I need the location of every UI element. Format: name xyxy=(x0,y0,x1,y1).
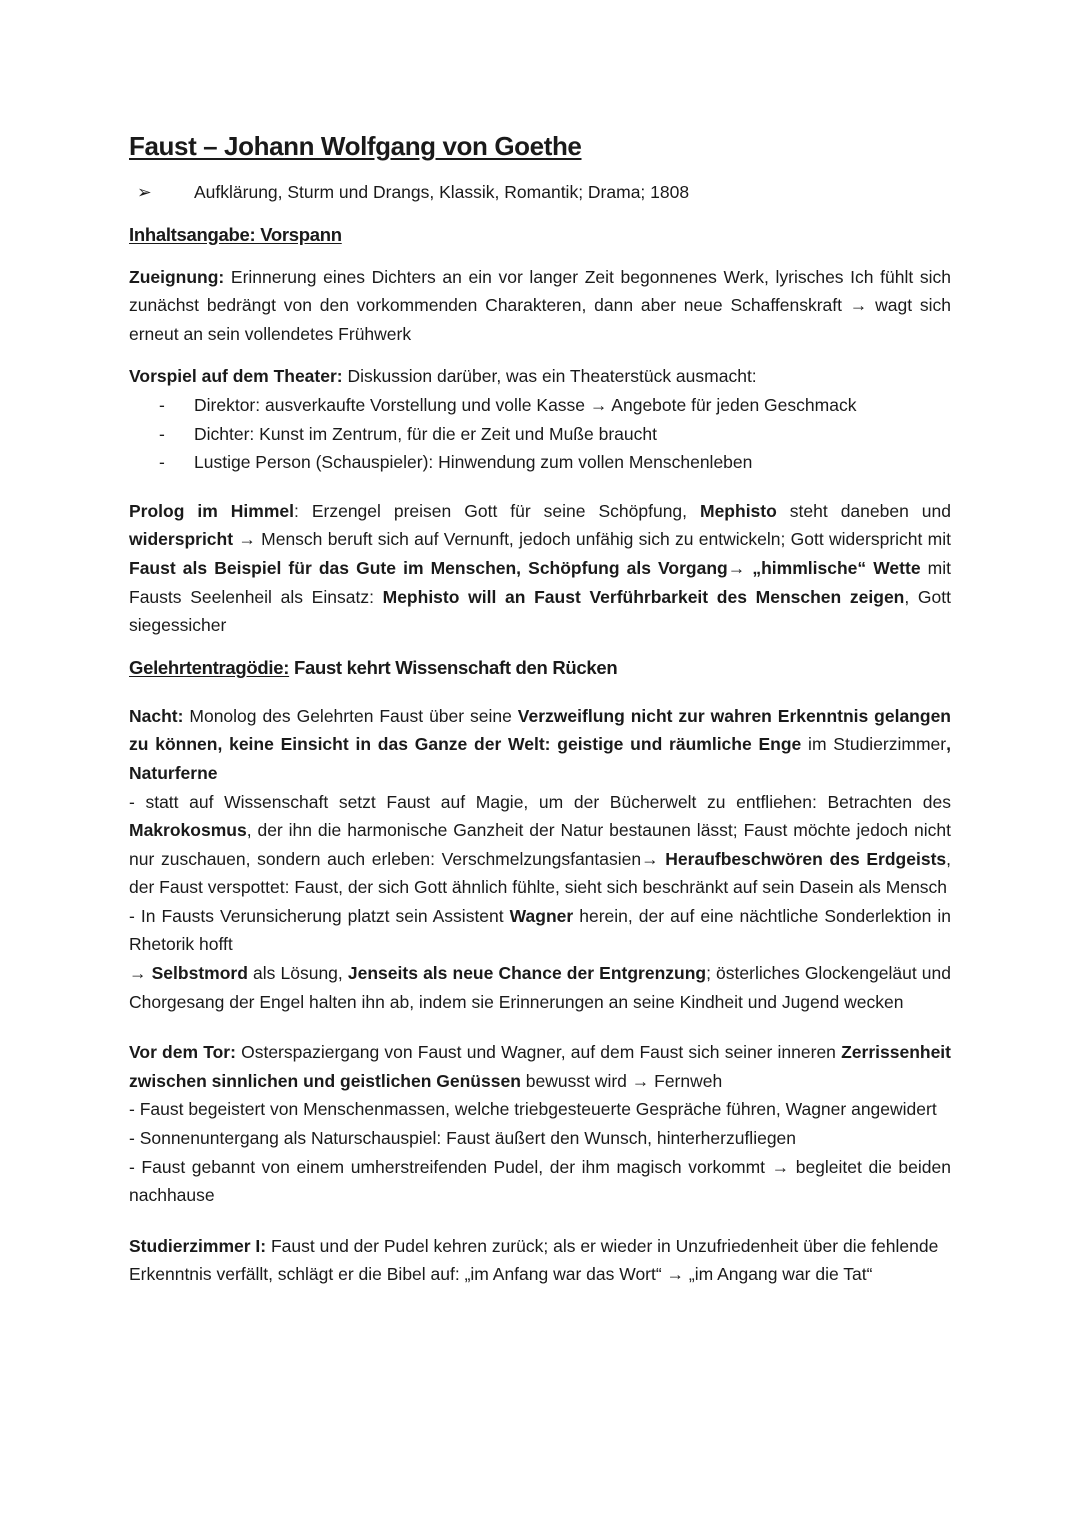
paragraph-studierzimmer: Studierzimmer I: Faust und der Pudel kehren zurück; als er wieder in Unzufriedenheit über die fehlende Erkenntnis verfällt, schlägt er die Bibel auf: „im Anfang war das Wort“ → „im Angang war die Tat“ xyxy=(129,1235,939,1285)
list-item: - Lustige Person (Schauspieler): Hinwendung zum vollen Menschenleben xyxy=(159,452,753,473)
paragraph-vor-dem-tor-2: - Faust begeistert von Menschenmassen, welche triebgesteuerte Gespräche führen, Wagner angewidert xyxy=(129,1099,937,1120)
meta-line xyxy=(129,178,951,207)
paragraph-vor-dem-tor-4: - Faust gebannt von einem umherstreifenden Pudel, der ihm magisch vorkommt → begleitet die beiden nachhause xyxy=(129,1156,951,1206)
page-title: Faust – Johann Wolfgang von Goethe xyxy=(129,131,582,161)
meta-text: Aufklärung, Sturm und Drangs, Klassik, Romantik; Drama; 1808 xyxy=(194,182,690,202)
arrow-bullet-icon: ➢ xyxy=(137,182,152,202)
paragraph-vorspiel: Vorspiel auf dem Theater: Diskussion darüber, was ein Theaterstück ausmacht: xyxy=(129,366,757,387)
paragraph-nacht-4: → Selbstmord als Lösung, Jenseits als neue Chance der Entgrenzung; österliches Glockengeläut und Chorgesang der Engel halten ihn ab, indem sie Erinnerungen an seine Kindheit und Jugend wecken xyxy=(129,963,952,1012)
list-item: - Dichter: Kunst im Zentrum, für die er Zeit und Muße braucht xyxy=(159,423,657,444)
list-item: - Direktor: ausverkaufte Vorstellung und volle Kasse → Angebote für jeden Geschmack xyxy=(159,394,857,415)
document-content xyxy=(129,128,951,1289)
paragraph-vor-dem-tor-3: - Sonnenuntergang als Naturschauspiel: Faust äußert den Wunsch, hinterherzufliegen xyxy=(129,1128,797,1149)
paragraph-prolog: Prolog im Himmel: Erzengel preisen Gott für seine Schöpfung, Mephisto steht daneben und widerspricht → Mensch beruft sich auf Vernunft, jedoch unfähig sich zu entwickeln; Gott widerspricht mit Faust als Beispiel für das Gute im Menschen, Schöpfung als Vorgang→ „himmlische“ Wette mit Fausts Seelenheil als Einsatz: Mephisto will an Faust Verführbarkeit des Menschen zeigen, Gott siegessicher xyxy=(129,500,951,636)
paragraph-nacht-3: - In Fausts Verunsicherung platzt sein Assistent Wagner herein, der auf eine nächtliche Sonderlektion in Rhetorik hofft xyxy=(129,905,952,955)
paragraph-vor-dem-tor: Vor dem Tor: Osterspaziergang von Faust und Wagner, auf dem Faust sich seiner inneren Zerrissenheit zwischen sinnlichen und geistlichen Genüssen bewusst wird → Fernweh xyxy=(129,1042,951,1091)
paragraph-zueignung: Zueignung: Erinnerung eines Dichters an ein vor langer Zeit begonnenes Werk, lyrisches Ich fühlt sich zunächst bedrängt von den vorkommenden Charakteren, dann aber neue Schaffenskraft → wagt sich erneut an sein vollendetes Frühwerk xyxy=(129,266,951,344)
section-heading-gelehrtentragoedie: Gelehrtentragödie: Faust kehrt Wissenschaft den Rücken xyxy=(129,656,618,678)
paragraph-nacht-2: - statt auf Wissenschaft setzt Faust auf Magie, um der Bücherwelt zu entfliehen: Betrachten des Makrokosmus, der ihn die harmonische Ganzheit der Natur bestaunen lässt; Faust möchte jedoch nicht nur zuschauen, sondern auch erleben: Verschmelzungsfantasien→ Heraufbeschwören des Erdgeists, der Faust verspottet: Faust, der sich Gott ähnlich fühlte, sieht sich beschränkt auf sein Dasein als Mensch xyxy=(129,791,951,898)
section-heading-vorspann: Inhaltsangabe: Vorspann xyxy=(129,223,342,245)
paragraph-nacht: Nacht: Monolog des Gelehrten Faust über seine Verzweiflung nicht zur wahren Erkenntnis gelangen zu können, keine Einsicht in das Ganze der Welt: geistige und räumliche Enge im Studierzimmer, Naturferne xyxy=(129,705,951,783)
vorspiel-list xyxy=(129,391,951,477)
